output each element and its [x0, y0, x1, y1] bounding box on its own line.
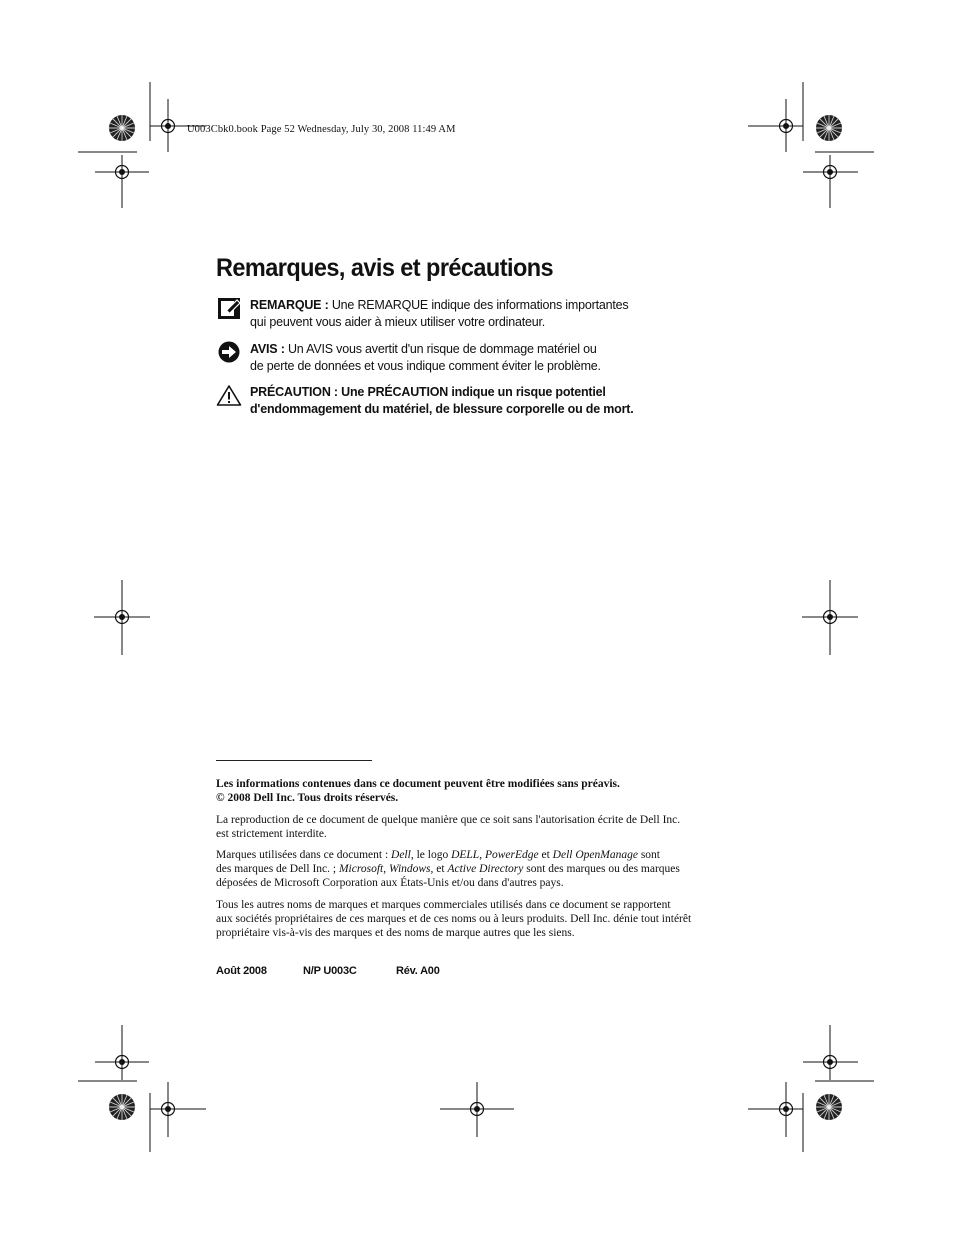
caution-label: PRÉCAUTION :	[250, 385, 338, 399]
note-text-line2: qui peuvent vous aider à mieux utiliser votre ordinateur.	[250, 315, 546, 329]
tm-dell: Dell	[391, 849, 411, 861]
caution-text-line2: d'endommagement du matériel, de blessure corporelle ou de mort.	[250, 402, 634, 416]
trademarks-line2	[216, 862, 716, 876]
part-number: N/P U003C	[303, 965, 357, 977]
revision-date: Août 2008	[216, 965, 267, 977]
tm-text: des marques de Dell Inc. ;	[216, 863, 339, 875]
tm-text: , et	[430, 863, 448, 875]
reproduction-block	[216, 813, 716, 841]
copyright-line: © 2008 Dell Inc. Tous droits réservés.	[216, 792, 399, 804]
other-marks-line2: aux sociétés propriétaires de ces marques et de ces noms ou à leurs produits. Dell Inc. dénie tout intérêt	[216, 913, 692, 925]
caution-block	[216, 384, 656, 420]
tm-text: ,	[383, 863, 389, 875]
page-title: Remarques, avis et précautions	[216, 254, 554, 282]
notice-arrow-icon	[216, 341, 242, 365]
tm-text: et	[538, 849, 553, 861]
tm-openmanage: Dell OpenManage	[552, 849, 638, 861]
reproduction-line2: est strictement interdite.	[216, 828, 327, 840]
tm-text: Marques utilisées dans ce document :	[216, 849, 392, 861]
caution-triangle-icon	[216, 384, 242, 408]
print-slug: U003Cbk0.book Page 52 Wednesday, July 30, 2008 11:49 AM	[187, 124, 456, 135]
caution-text-line1: Une PRÉCAUTION indique un risque potentiel	[337, 385, 606, 399]
other-marks-line1: Tous les autres noms de marques et marques commerciales utilisés dans ce document se rapportent	[216, 899, 671, 911]
trademarks-block	[216, 848, 716, 890]
note-label: REMARQUE :	[250, 298, 329, 312]
notice-text-line2: de perte de données et vous indique comment éviter le problème.	[250, 359, 601, 373]
other-marks-line3: propriétaire vis-à-vis des marques et des noms de marque autres que les siens.	[216, 927, 575, 939]
notice-block	[216, 341, 656, 377]
footer-divider	[216, 760, 372, 761]
disclaimer-block	[216, 777, 716, 805]
trademarks-line1	[216, 848, 716, 862]
tm-poweredge: PowerEdge	[484, 849, 539, 861]
tm-text: , le logo	[410, 849, 452, 861]
tm-text: sont des marques ou des marques	[523, 863, 680, 875]
tm-dell-logo: DELL	[451, 849, 480, 861]
reproduction-line1: La reproduction de ce document de quelque manière que ce soit sans l'autorisation écrite de Dell Inc.	[216, 814, 681, 826]
trademarks-line3: déposées de Microsoft Corporation aux États-Unis et/ou dans d'autres pays.	[216, 877, 564, 889]
note-text-line1: Une REMARQUE indique des informations importantes	[328, 298, 629, 312]
tm-active-directory: Active Directory	[447, 863, 524, 875]
other-marks-block	[216, 898, 716, 940]
disclaimer-line1: Les informations contenues dans ce document peuvent être modifiées sans préavis.	[216, 778, 620, 790]
tm-text: ,	[479, 849, 485, 861]
note-block	[216, 297, 656, 333]
tm-windows: Windows	[389, 863, 431, 875]
note-pencil-icon	[216, 297, 242, 321]
revision-number: Rév. A00	[396, 965, 440, 977]
tm-text: sont	[637, 849, 660, 861]
notice-label: AVIS :	[250, 342, 285, 356]
notice-text-line1: Un AVIS vous avertit d'un risque de dommage matériel ou	[284, 342, 597, 356]
tm-microsoft: Microsoft	[338, 863, 384, 875]
